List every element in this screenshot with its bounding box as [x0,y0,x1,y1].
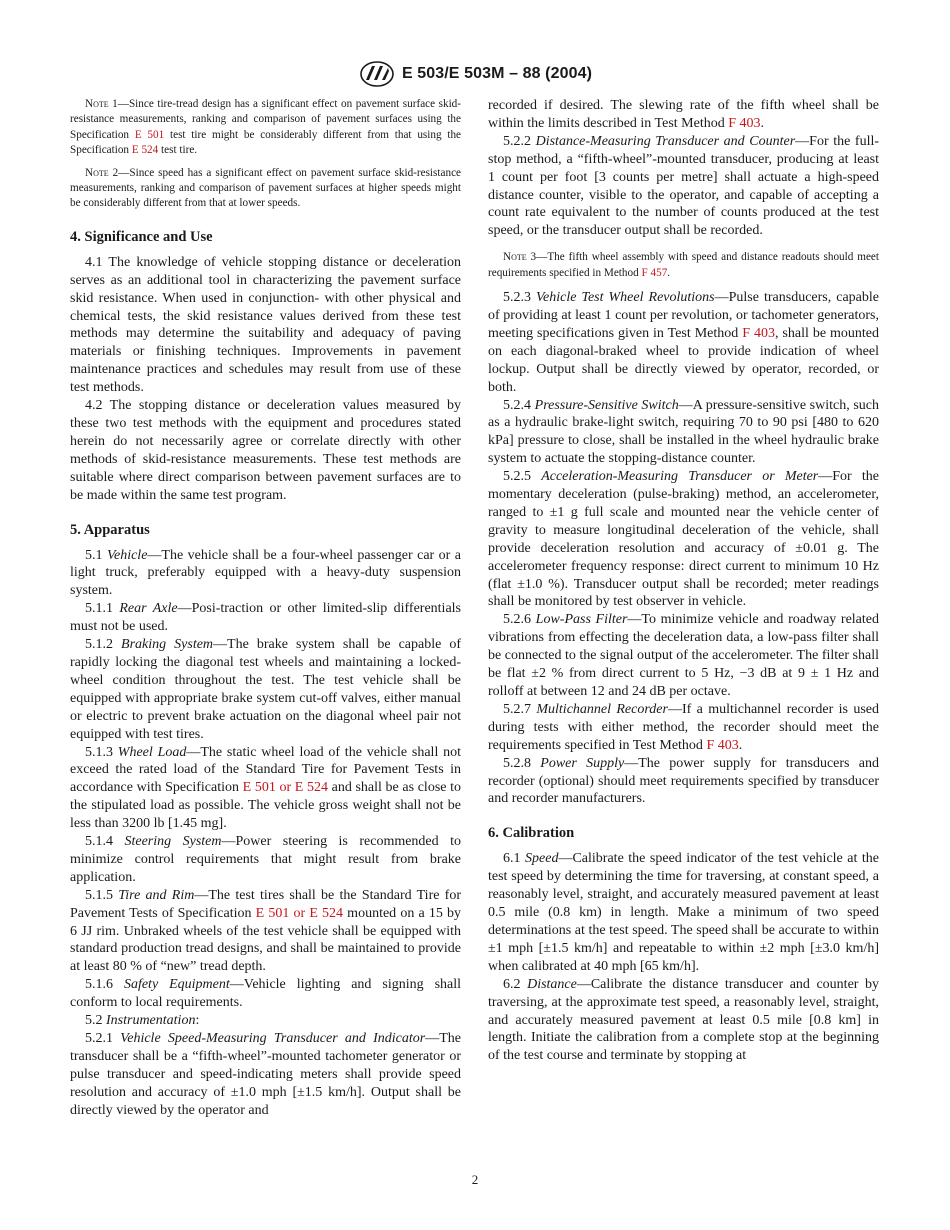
para-number: 5.2.1 [85,1031,121,1046]
note-text: 3—The fifth wheel assembly with speed and distance readouts should meet requirements specified in Method [488,251,879,279]
para-number: 5.2.6 [503,612,536,628]
para-title: Low-Pass Filter [535,612,628,628]
left-column [70,97,461,1120]
para-text: —The power supply for transducers and recorder (optional) should meet requirements specified by transducer and recorder manufacturers. [488,755,879,807]
para-number: 5.1.4 [85,834,125,850]
note-3 [488,250,879,281]
section-6-heading: 6. Calibration [488,825,575,842]
para-5-2-8 [488,755,879,809]
ref-link-e501-e524[interactable]: E 501 or E 524 [242,780,328,796]
ref-link-f403[interactable]: F 403 [742,325,775,341]
para-4-2: 4.2 The stopping distance or deceleration values measured by these two test methods with the equipment and procedures stated herein do not necessarily agree or correlate directly with other methods of skid-resistance measurements. These test methods are suitable where direct comparison between pavement surfaces are to be made within the same test program. [70,398,461,503]
note-text: . [667,266,671,279]
para-number: 5.2.7 [503,701,537,717]
para-number: 6.2 [503,976,528,992]
para-number: 5.1.6 [85,977,124,993]
para-title: Rear Axle [119,601,178,617]
para-5-2-7 [488,701,879,755]
para-text: —To minimize vehicle and roadway related vibrations from effecting the deceleration data, a low-pass filter shall be connected to the signal output of the accelerometer. The filter shall be flat ±2 % from direct current to 5 Hz, −3 dB at 9 ± 1 Hz and rolloff at between 12 and 24 dB per octave. [488,612,880,699]
ref-link-f403[interactable]: F 403 [728,115,761,131]
para-text: : [195,1013,200,1029]
para-5-1-4 [70,833,461,887]
para-5-1-1 [70,600,461,636]
para-text: —Posi-traction or other limited-slip differentials must not be used. [70,601,461,635]
para-text: —The vehicle shall be a four-wheel passenger car or a light truck, preferably equipped with a heavy-duty suspension system. [70,547,462,599]
para-text: —The test tires shall be the Standard Tire for Pavement Tests of Specification [70,887,462,921]
para-text: —The brake system shall be capable of rapidly locking the diagonal test wheels and maintaining a locked-wheel condition throughout the test. The test vehicle shall be equipped with appropriate brake system cut-off valves, either manual or electric to prevent brake actuation on the diagonal wheel pair not equipped with test tires. [70,637,462,742]
para-title: Pressure-Sensitive Switch [534,397,679,413]
para-title: Tire and Rim [118,887,195,903]
para-title: Braking System [121,637,214,653]
note-text: test tire might be considerably different from that using the Specification [70,128,462,157]
para-number: 5.1.2 [85,637,122,653]
section-5-heading: 5. Apparatus [70,521,150,538]
para-title: Safety Equipment [123,977,230,993]
para-text: recorded if desired. The slewing rate of the fifth wheel shall be within the limits described in Test Method [488,98,879,131]
para-text: —A pressure-sensitive switch, such as a hydraulic brake-light switch, requiring 70 to 90 psi [480 to 620 kPa] pressure to close, shall be installed in the wheel hydraulic brake system to actuate the stopping-distance counter. [488,397,880,467]
para-text: —The transducer shall be a “fifth-wheel”-mounted tachometer generator or pulse transducer and speed-indicating meters shall provide speed resolution and accuracy of ±1.0 mph [±1.5 km/h]. Output shall be directly viewed by the operator and [70,1031,461,1118]
document-designation: E 503/E 503M – 88 (2004) [401,65,593,82]
para-title: Speed [525,851,559,867]
para-5-1 [70,547,461,601]
para-4-1: 4.1 The knowledge of vehicle stopping distance or deceleration serves as an additional tool in characterizing the pavement surface skid resistance. When used in conjunction- with other physical and chemical tests, the skid resistance values derived from these test methods may determine the suitability and adequacy of paving materials or finishing techniques. Improvements in pavement maintenance practices and schedules may result from use of these test methods. [70,254,461,396]
para-5-2-1-continued [488,97,879,133]
para-text: —Pulse transducers, capable of providing at least 1 count per revolution, or tachometer generators, meeting specifications given in Test Method [488,290,879,341]
para-text: —Calibrate the distance transducer and counter by traversing, at the approximate test speed, a reasonably level, straight, and accurately measured pavement at least 0.5 mile [0.8 km] in length. Initiate the calibration from a complete stop at the beginning of the test course and terminate by stopping at [488,976,880,1064]
section-4-heading: 4. Significance and Use [70,228,213,245]
para-text: mounted on a 15 by 6 JJ rim. Unbraked wheels of the test vehicle shall be equipped with standard production tread designs, and shall be maintained to provide at least 80 % of “new” tread depth. [70,905,461,975]
note-1 [70,97,461,159]
para-5-2-5 [488,468,879,611]
para-5-1-6 [70,976,461,1012]
ref-link-e501-e524[interactable]: E 501 or E 524 [255,905,344,921]
para-5-2-3 [488,289,879,396]
para-text: —The static wheel load of the vehicle shall not exceed the rated load of the Standard Tire for Pavement Tests in accordance with Specification [70,744,462,796]
para-text: —Calibrate the speed indicator of the test vehicle at the test speed by determining the time for traversing, at constant speed, a reasonably level, straight, and accurately measured pavement at least 0.5 mile (0.8 km) in length. Make a minimum of two speed determinations at the test speed. The speed shall be accurate to within ±1 mph [±1.5 km/h] and repeatable to within ±2 mph [±3.0 km/h] when calibrated at 40 mph [65 km/h]. [488,851,880,974]
para-text: . [760,115,765,131]
page-header [0,60,950,93]
para-title: Vehicle [106,547,148,563]
ref-link-f457[interactable]: F 457 [641,266,668,279]
right-column [488,97,879,1065]
para-number: 6.1 [503,851,526,867]
note-text: 2—Since speed has a significant effect on pavement surface skid-resistance measurements, ranking and comparison of pavement surfaces at higher speeds might be considerably different from that at lower speeds. [70,166,461,210]
para-number: 5.1.5 [85,887,119,903]
para-title: Steering System [124,834,222,850]
ref-link-f403[interactable]: F 403 [706,737,739,753]
para-text: , shall be mounted on each diagonal-braked wheel to provide indication of wheel lockup. Output shall be directly viewed by operator, recorded, or both. [488,325,879,395]
para-5-1-3 [70,744,461,834]
para-5-2 [70,1012,461,1030]
para-5-1-2 [70,636,461,743]
para-number: 5.2.3 [503,290,537,306]
para-5-2-4 [488,397,879,469]
para-title: Vehicle Speed-Measuring Transducer and Indicator [120,1031,426,1046]
para-text: —Vehicle lighting and signing shall conform to local requirements. [70,977,462,1011]
para-number: 5.2.2 [503,133,536,149]
para-5-2-6 [488,611,879,701]
para-6-1 [488,850,879,975]
para-title: Distance [527,976,577,992]
para-text: . [738,737,743,753]
para-number: 5.2.4 [503,397,535,413]
para-number: 5.1.1 [85,601,120,617]
para-text: —For the momentary deceleration (pulse-braking) method, an accelerometer, ranged to ±1 g full scale and mounted near the vehicle center of gravity to measure longitudinal deceleration of the vehicle, shall provide deceleration resolution and accuracy of ±0.01 g. The accelerometer frequency response: direct current to minimum 10 Hz (flat ±1.0 %). Transducer output shall be recorded; meter readings shall be monitored by test observer in vehicle. [488,469,880,610]
para-title: Wheel Load [117,744,187,760]
para-text: and shall be as close to the stipulated load as possible. The vehicle gross weight shall not be less than 3200 lb [1.45 mg]. [70,780,462,832]
para-title: Instrumentation [106,1013,196,1029]
para-6-2 [488,976,879,1066]
para-number: 5.1 [85,547,107,563]
note-text: 1—Since tire-tread design has a significant effect on pavement surface skid-resistance measurements, ranking and comparison of pavement surfaces using the Specification [70,98,461,141]
note-label: Note [503,251,527,264]
para-title: Distance-Measuring Transducer and Counter [535,133,796,149]
astm-logo-icon [358,60,396,88]
para-title: Power Supply [540,755,625,771]
para-number: 5.2.8 [503,755,541,771]
note-2 [70,166,461,212]
ref-link-e501[interactable]: E 501 [134,128,165,141]
para-title: Acceleration-Measuring Transducer or Meter [541,469,819,485]
para-number: 5.2 [85,1013,106,1029]
para-text: —For the full-stop method, a “fifth-wheel”-mounted transducer, producing at least 1 count per foot [3 counts per metre] shall actuate a high-speed distance counter, visible to the operator, and capable of accepting a count rate equivalent to the number of counts produced at the test speed, or the transducer output shall be recorded. [488,133,880,239]
para-5-2-2 [488,133,879,240]
note-label: Note [85,166,109,179]
para-number: 5.1.3 [85,744,118,760]
para-5-2-1 [70,1030,461,1120]
para-number: 5.2.5 [503,469,542,485]
page-number: 2 [471,1172,479,1187]
note-text: test tire. [158,144,198,157]
ref-link-e524[interactable]: E 524 [131,144,159,157]
para-title: Vehicle Test Wheel Revolutions [536,290,715,306]
para-text: —If a multichannel recorder is used during tests with either method, the recorder should meet the requirements specified in Test Method [488,701,879,753]
para-text: —Power steering is recommended to minimize control requirements that might result from brake application. [70,834,462,885]
note-label: Note [85,98,109,110]
para-title: Multichannel Recorder [536,701,668,717]
para-5-1-5 [70,887,461,977]
